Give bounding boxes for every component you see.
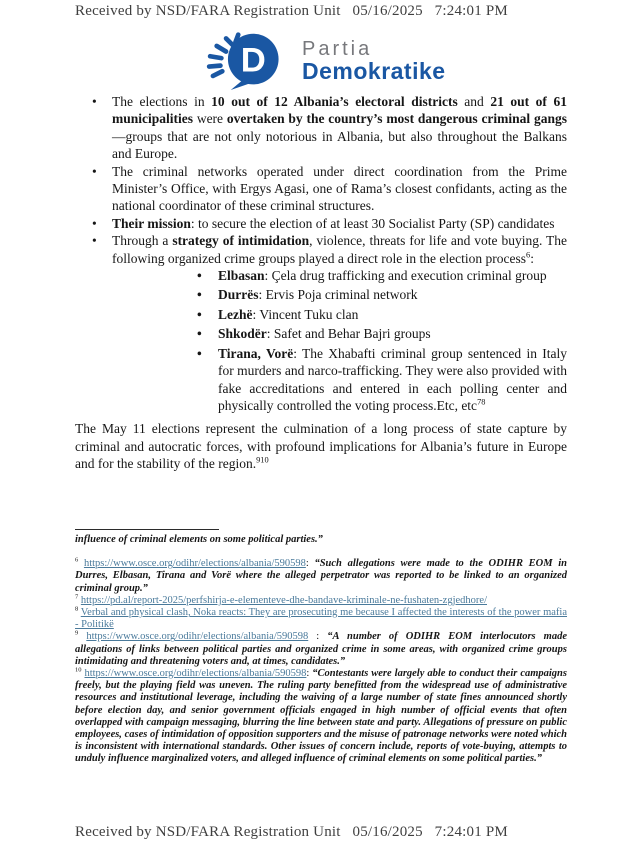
party-logo [195, 30, 446, 90]
superscript-ref: 6 [526, 250, 531, 260]
text-run: : [530, 250, 534, 266]
footnote-7 [75, 595, 567, 607]
main-bullet-list [75, 93, 567, 267]
superscript-ref: 8 [75, 605, 79, 613]
closing-paragraph [75, 420, 567, 472]
footnote-9 [75, 631, 567, 668]
text-run: : [306, 668, 313, 680]
superscript-ref: 10 [75, 666, 82, 674]
footnote-10 [75, 668, 567, 766]
footnote-link[interactable]: https://www.osce.org/odihr/elections/albania/590598 [84, 668, 307, 680]
text-run: : The Xhabafti criminal group sentenced in Italy for murders and narco-trafficking. They were also provided with fake accreditations and entered in each polling center and physically controlled the voting process.Etc, etc [218, 345, 568, 413]
text-run: Their mission [112, 215, 191, 231]
list-item-tirana-vore [75, 345, 567, 415]
text-run: : Safet and Behar Bajri groups [266, 326, 431, 342]
text-run: Through a [112, 233, 173, 249]
footnote-link[interactable]: https://www.osce.org/odihr/elections/albania/590598 [86, 631, 309, 643]
text-run: The elections in [112, 94, 212, 109]
text-run: “Such allegations were made to the ODIHR EOM in Durres, Elbasan, Tirana and Vorë where the alleged perpetrator was reported to be linked to an organized criminal group.” [75, 558, 568, 594]
bullet-elections-overtaken [75, 93, 567, 163]
text-run: overtaken by the country’s most dangerous criminal gangs [226, 111, 567, 127]
text-run: : Çela drug trafficking and execution criminal group [264, 268, 547, 284]
text-run: : to secure the election of at least 30 Socialist Party (SP) candidates [190, 215, 555, 231]
bullet-their-mission [75, 215, 567, 232]
fara-received-stamp-top: Received by NSD/FARA Registration Unit 05/16/2025 7:24:01 PM [75, 3, 508, 19]
text-run: Shkodër [218, 326, 267, 342]
text-run: were [193, 111, 227, 127]
text-run: : [308, 631, 328, 643]
list-item-lezhe [75, 306, 567, 323]
text-run: Durrës [218, 287, 259, 303]
text-run: The May 11 elections represent the culmination of a long process of state capture by criminal and autocratic forces, with profound implications for Albania’s future in Europe and for the stability of the region. [75, 421, 567, 472]
text-run: 21 out of 61 municipalities [112, 94, 567, 127]
pd-logo-icon [195, 30, 289, 90]
logo-partia-text: Partia [302, 38, 373, 60]
superscript-ref: 9 [75, 629, 79, 637]
bullet-criminal-networks [75, 163, 567, 215]
party-logo-text [302, 30, 446, 84]
text-run: Tirana, Vorë [218, 345, 294, 361]
footnote-link[interactable]: https://pd.al/report-2025/perfshirja-e-elementeve-dhe-bandave-kriminale-ne-fushaten-zgjedhore/ [80, 594, 487, 606]
svg-text:D: D [240, 41, 266, 80]
superscript-ref: 7 [75, 593, 79, 601]
text-run: 10 out of 12 Albania’s electoral districts [211, 94, 458, 109]
footnote-8 [75, 607, 567, 631]
text-run: Lezhë [218, 306, 253, 322]
logo-demokratike-text: Demokratike [302, 58, 446, 84]
text-run: The criminal networks operated under direct coordination from the Prime Minister’s Office, with Ergys Agasi, one of Rama’s closest confidants, acting as the national coordinator of these criminal structures. [112, 163, 567, 214]
text-run: : Ervis Poja criminal network [258, 287, 418, 303]
footnotes-section [75, 529, 567, 766]
text-run: influence of criminal elements on some political parties.” [75, 534, 323, 545]
text-run: “Contestants were largely able to conduct their campaigns freely, but the playing field was uneven. The ruling party benefitted from the widespread use of administrative resources and institutional leverage, including the waiving of a large number of state fines announced shortly before election day, and senior government officials engaged in high number of official events that often overlapped with campaign messaging, blurring the line between state and party. Allegations of pressure on public employees, cases of intimidation of opposition supporters and the misuse of patronage networks were noted which is inconsistent with international standards. Other issues of concern include, reports of vote-buying, attempts to unduly influence marginalized voters, and alleged influence of criminal elements on some political parties.” [75, 668, 567, 765]
text-run: Elbasan [218, 268, 265, 284]
text-run: , violence, threats for life and vote buying. The following organized crime groups played a direct role in the election process [112, 233, 567, 266]
footnote-link[interactable]: https://www.osce.org/odihr/elections/albania/590598 [83, 558, 306, 570]
superscript-ref: 78 [477, 397, 486, 407]
text-run: —groups that are not only notorious in Albania, but also throughout the Balkans and Europe. [112, 128, 567, 162]
bullet-strategy-intimidation [75, 232, 567, 267]
text-run: strategy of intimidation [172, 233, 310, 249]
superscript-ref: 6 [75, 556, 79, 564]
list-item-durres [75, 286, 567, 303]
crime-groups-list [75, 267, 567, 414]
superscript-ref: 910 [256, 455, 269, 465]
footnote-6 [75, 558, 567, 595]
footnote-link[interactable]: Verbal and physical clash, Noka reacts: They are prosecuting me because I affected the interests of the power mafia - Politikë [75, 607, 568, 631]
list-item-elbasan [75, 267, 567, 284]
text-run: “A number of ODIHR EOM interlocutors made allegations of links between political parties and organized crime in some areas, with organized crime groups intimidating and threatening voters and, at times, candidates.” [75, 631, 567, 667]
footnote-separator [75, 529, 219, 530]
text-run: and [457, 94, 491, 109]
footnote-continuation [75, 534, 567, 546]
fara-received-stamp-bottom: Received by NSD/FARA Registration Unit 05/16/2025 7:24:01 PM [75, 824, 508, 840]
document-body [75, 93, 567, 473]
list-item-shkoder [75, 325, 567, 342]
text-run: : Vincent Tuku clan [252, 306, 359, 322]
text-run: : [305, 558, 315, 570]
